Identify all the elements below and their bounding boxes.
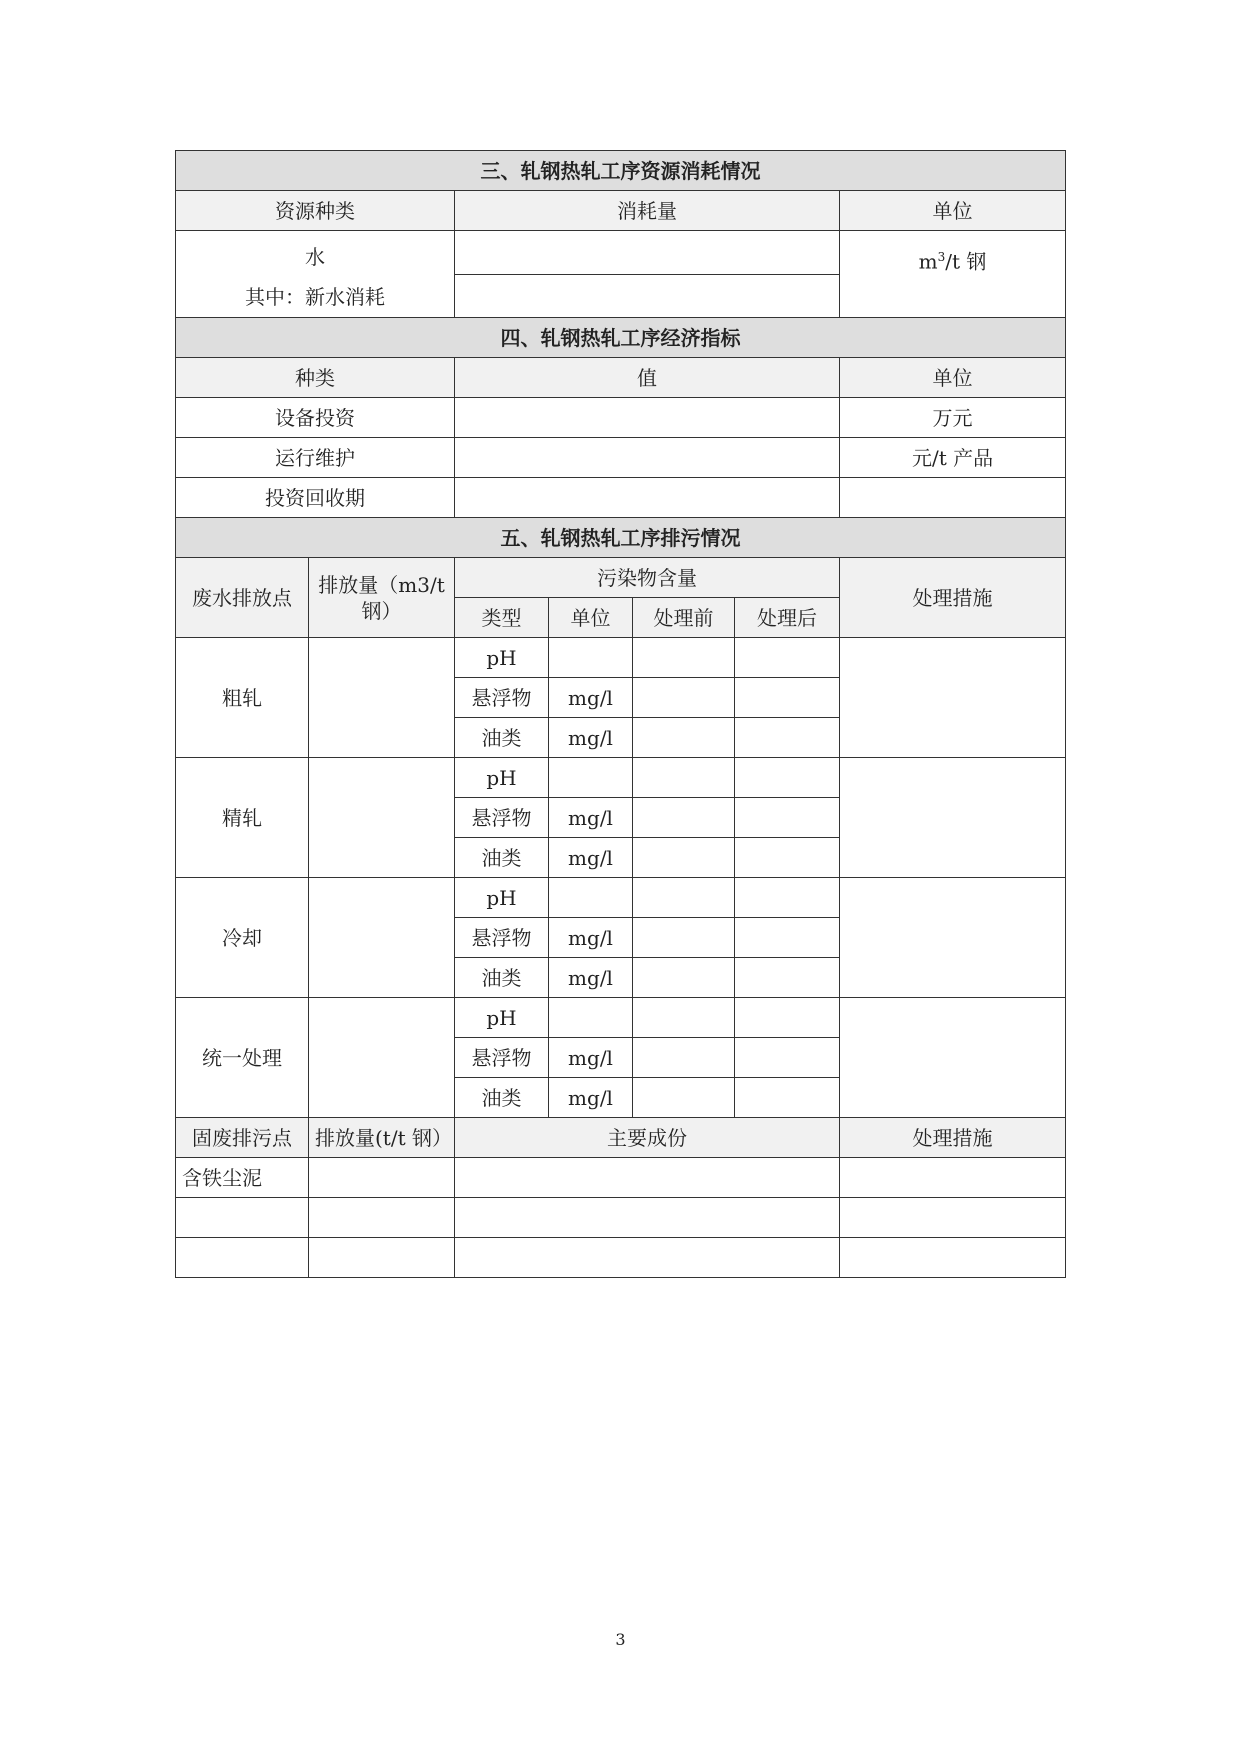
after-treatment-input[interactable] bbox=[735, 1038, 840, 1078]
solid-waste-point-header: 固废排污点 bbox=[176, 1118, 309, 1158]
pollutant-type: 油类 bbox=[455, 718, 549, 758]
after-treatment-input[interactable] bbox=[735, 838, 840, 878]
section3-header-unit: 单位 bbox=[840, 191, 1066, 231]
before-treatment-input[interactable] bbox=[633, 1038, 735, 1078]
wastewater-point-cooling: 冷却 bbox=[176, 878, 309, 998]
water-consumption-input[interactable] bbox=[455, 231, 840, 275]
solid-waste-point-input[interactable] bbox=[176, 1198, 309, 1238]
main-components-input[interactable] bbox=[455, 1198, 840, 1238]
equipment-investment-input[interactable] bbox=[455, 398, 840, 438]
water-label: 水 bbox=[305, 245, 325, 269]
new-water-label: 其中：新水消耗 bbox=[245, 285, 385, 309]
after-treatment-input[interactable] bbox=[735, 998, 840, 1038]
operation-maintenance-unit: 元/t 产品 bbox=[840, 438, 1066, 478]
solid-waste-point-input[interactable] bbox=[176, 1238, 309, 1278]
page-number: 3 bbox=[615, 1630, 626, 1649]
payback-period-label: 投资回收期 bbox=[176, 478, 455, 518]
treatment-measures-input[interactable] bbox=[840, 878, 1066, 998]
after-treatment-input[interactable] bbox=[735, 718, 840, 758]
discharge-amount-input[interactable] bbox=[309, 998, 455, 1118]
pollutant-unit: mg/l bbox=[549, 1078, 633, 1118]
equipment-investment-unit: 万元 bbox=[840, 398, 1066, 438]
main-components-input[interactable] bbox=[455, 1158, 840, 1198]
after-treatment-header: 处理后 bbox=[735, 598, 840, 638]
section4-header-value: 值 bbox=[455, 358, 840, 398]
before-treatment-input[interactable] bbox=[633, 998, 735, 1038]
section3-title: 三、轧钢热轧工序资源消耗情况 bbox=[176, 151, 1066, 191]
payback-period-unit[interactable] bbox=[840, 478, 1066, 518]
pollutant-unit-header: 单位 bbox=[549, 598, 633, 638]
section3-header-resource: 资源种类 bbox=[176, 191, 455, 231]
solid-discharge-amount-input[interactable] bbox=[309, 1198, 455, 1238]
wastewater-point-finish-rolling: 精轧 bbox=[176, 758, 309, 878]
section5-title: 五、轧钢热轧工序排污情况 bbox=[176, 518, 1066, 558]
pollutant-unit: mg/l bbox=[549, 678, 633, 718]
pollutant-content-header: 污染物含量 bbox=[455, 558, 840, 598]
wastewater-point-unified-treatment: 统一处理 bbox=[176, 998, 309, 1118]
pollutant-unit: mg/l bbox=[549, 838, 633, 878]
section3-header-consumption: 消耗量 bbox=[455, 191, 840, 231]
resource-table bbox=[175, 150, 1066, 1278]
section4-header-kind: 种类 bbox=[176, 358, 455, 398]
equipment-investment-label: 设备投资 bbox=[176, 398, 455, 438]
discharge-amount-header: 排放量（m3/t 钢） bbox=[309, 558, 455, 638]
pollutant-type: 悬浮物 bbox=[455, 678, 549, 718]
pollutant-unit: mg/l bbox=[549, 1038, 633, 1078]
pollutant-type: 油类 bbox=[455, 1078, 549, 1118]
solid-discharge-amount-input[interactable] bbox=[309, 1158, 455, 1198]
before-treatment-header: 处理前 bbox=[633, 598, 735, 638]
before-treatment-input[interactable] bbox=[633, 758, 735, 798]
solid-treatment-measures-header: 处理措施 bbox=[840, 1118, 1066, 1158]
pollutant-type: pH bbox=[455, 998, 549, 1038]
before-treatment-input[interactable] bbox=[633, 838, 735, 878]
treatment-measures-header: 处理措施 bbox=[840, 558, 1066, 638]
pollutant-unit: mg/l bbox=[549, 718, 633, 758]
new-water-consumption-input[interactable] bbox=[455, 274, 840, 318]
solid-treatment-measures-input[interactable] bbox=[840, 1238, 1066, 1278]
before-treatment-input[interactable] bbox=[633, 638, 735, 678]
pollutant-unit bbox=[549, 998, 633, 1038]
pollutant-type: pH bbox=[455, 638, 549, 678]
after-treatment-input[interactable] bbox=[735, 958, 840, 998]
before-treatment-input[interactable] bbox=[633, 878, 735, 918]
discharge-amount-input[interactable] bbox=[309, 638, 455, 758]
before-treatment-input[interactable] bbox=[633, 918, 735, 958]
wastewater-point-rough-rolling: 粗轧 bbox=[176, 638, 309, 758]
after-treatment-input[interactable] bbox=[735, 918, 840, 958]
pollutant-type: 悬浮物 bbox=[455, 798, 549, 838]
pollutant-type: 油类 bbox=[455, 838, 549, 878]
solid-treatment-measures-input[interactable] bbox=[840, 1158, 1066, 1198]
operation-maintenance-label: 运行维护 bbox=[176, 438, 455, 478]
treatment-measures-input[interactable] bbox=[840, 638, 1066, 758]
section4-title: 四、轧钢热轧工序经济指标 bbox=[176, 318, 1066, 358]
discharge-amount-input[interactable] bbox=[309, 878, 455, 998]
water-unit: $m^3/t$ 钢 bbox=[840, 231, 1066, 318]
solid-treatment-measures-input[interactable] bbox=[840, 1198, 1066, 1238]
before-treatment-input[interactable] bbox=[633, 798, 735, 838]
before-treatment-input[interactable] bbox=[633, 678, 735, 718]
pollutant-unit bbox=[549, 878, 633, 918]
pollutant-type: 悬浮物 bbox=[455, 918, 549, 958]
operation-maintenance-input[interactable] bbox=[455, 438, 840, 478]
treatment-measures-input[interactable] bbox=[840, 758, 1066, 878]
after-treatment-input[interactable] bbox=[735, 638, 840, 678]
before-treatment-input[interactable] bbox=[633, 718, 735, 758]
pollutant-unit bbox=[549, 758, 633, 798]
pollutant-type: 悬浮物 bbox=[455, 1038, 549, 1078]
pollutant-unit: mg/l bbox=[549, 918, 633, 958]
before-treatment-input[interactable] bbox=[633, 958, 735, 998]
pollutant-type-header: 类型 bbox=[455, 598, 549, 638]
solid-discharge-amount-header: 排放量(t/t 钢） bbox=[309, 1118, 455, 1158]
solid-discharge-amount-input[interactable] bbox=[309, 1238, 455, 1278]
pollutant-unit: mg/l bbox=[549, 958, 633, 998]
wastewater-point-header: 废水排放点 bbox=[176, 558, 309, 638]
pollutant-type: 油类 bbox=[455, 958, 549, 998]
pollutant-type: pH bbox=[455, 878, 549, 918]
discharge-amount-input[interactable] bbox=[309, 758, 455, 878]
after-treatment-input[interactable] bbox=[735, 878, 840, 918]
after-treatment-input[interactable] bbox=[735, 758, 840, 798]
pollutant-unit bbox=[549, 638, 633, 678]
payback-period-input[interactable] bbox=[455, 478, 840, 518]
pollutant-type: pH bbox=[455, 758, 549, 798]
section4-header-unit: 单位 bbox=[840, 358, 1066, 398]
after-treatment-input[interactable] bbox=[735, 1078, 840, 1118]
after-treatment-input[interactable] bbox=[735, 798, 840, 838]
treatment-measures-input[interactable] bbox=[840, 998, 1066, 1118]
after-treatment-input[interactable] bbox=[735, 678, 840, 718]
main-components-input[interactable] bbox=[455, 1238, 840, 1278]
solid-waste-point-iron-dust: 含铁尘泥 bbox=[176, 1158, 309, 1198]
water-resource-cell bbox=[176, 231, 455, 318]
before-treatment-input[interactable] bbox=[633, 1078, 735, 1118]
pollutant-unit: mg/l bbox=[549, 798, 633, 838]
main-components-header: 主要成份 bbox=[455, 1118, 840, 1158]
